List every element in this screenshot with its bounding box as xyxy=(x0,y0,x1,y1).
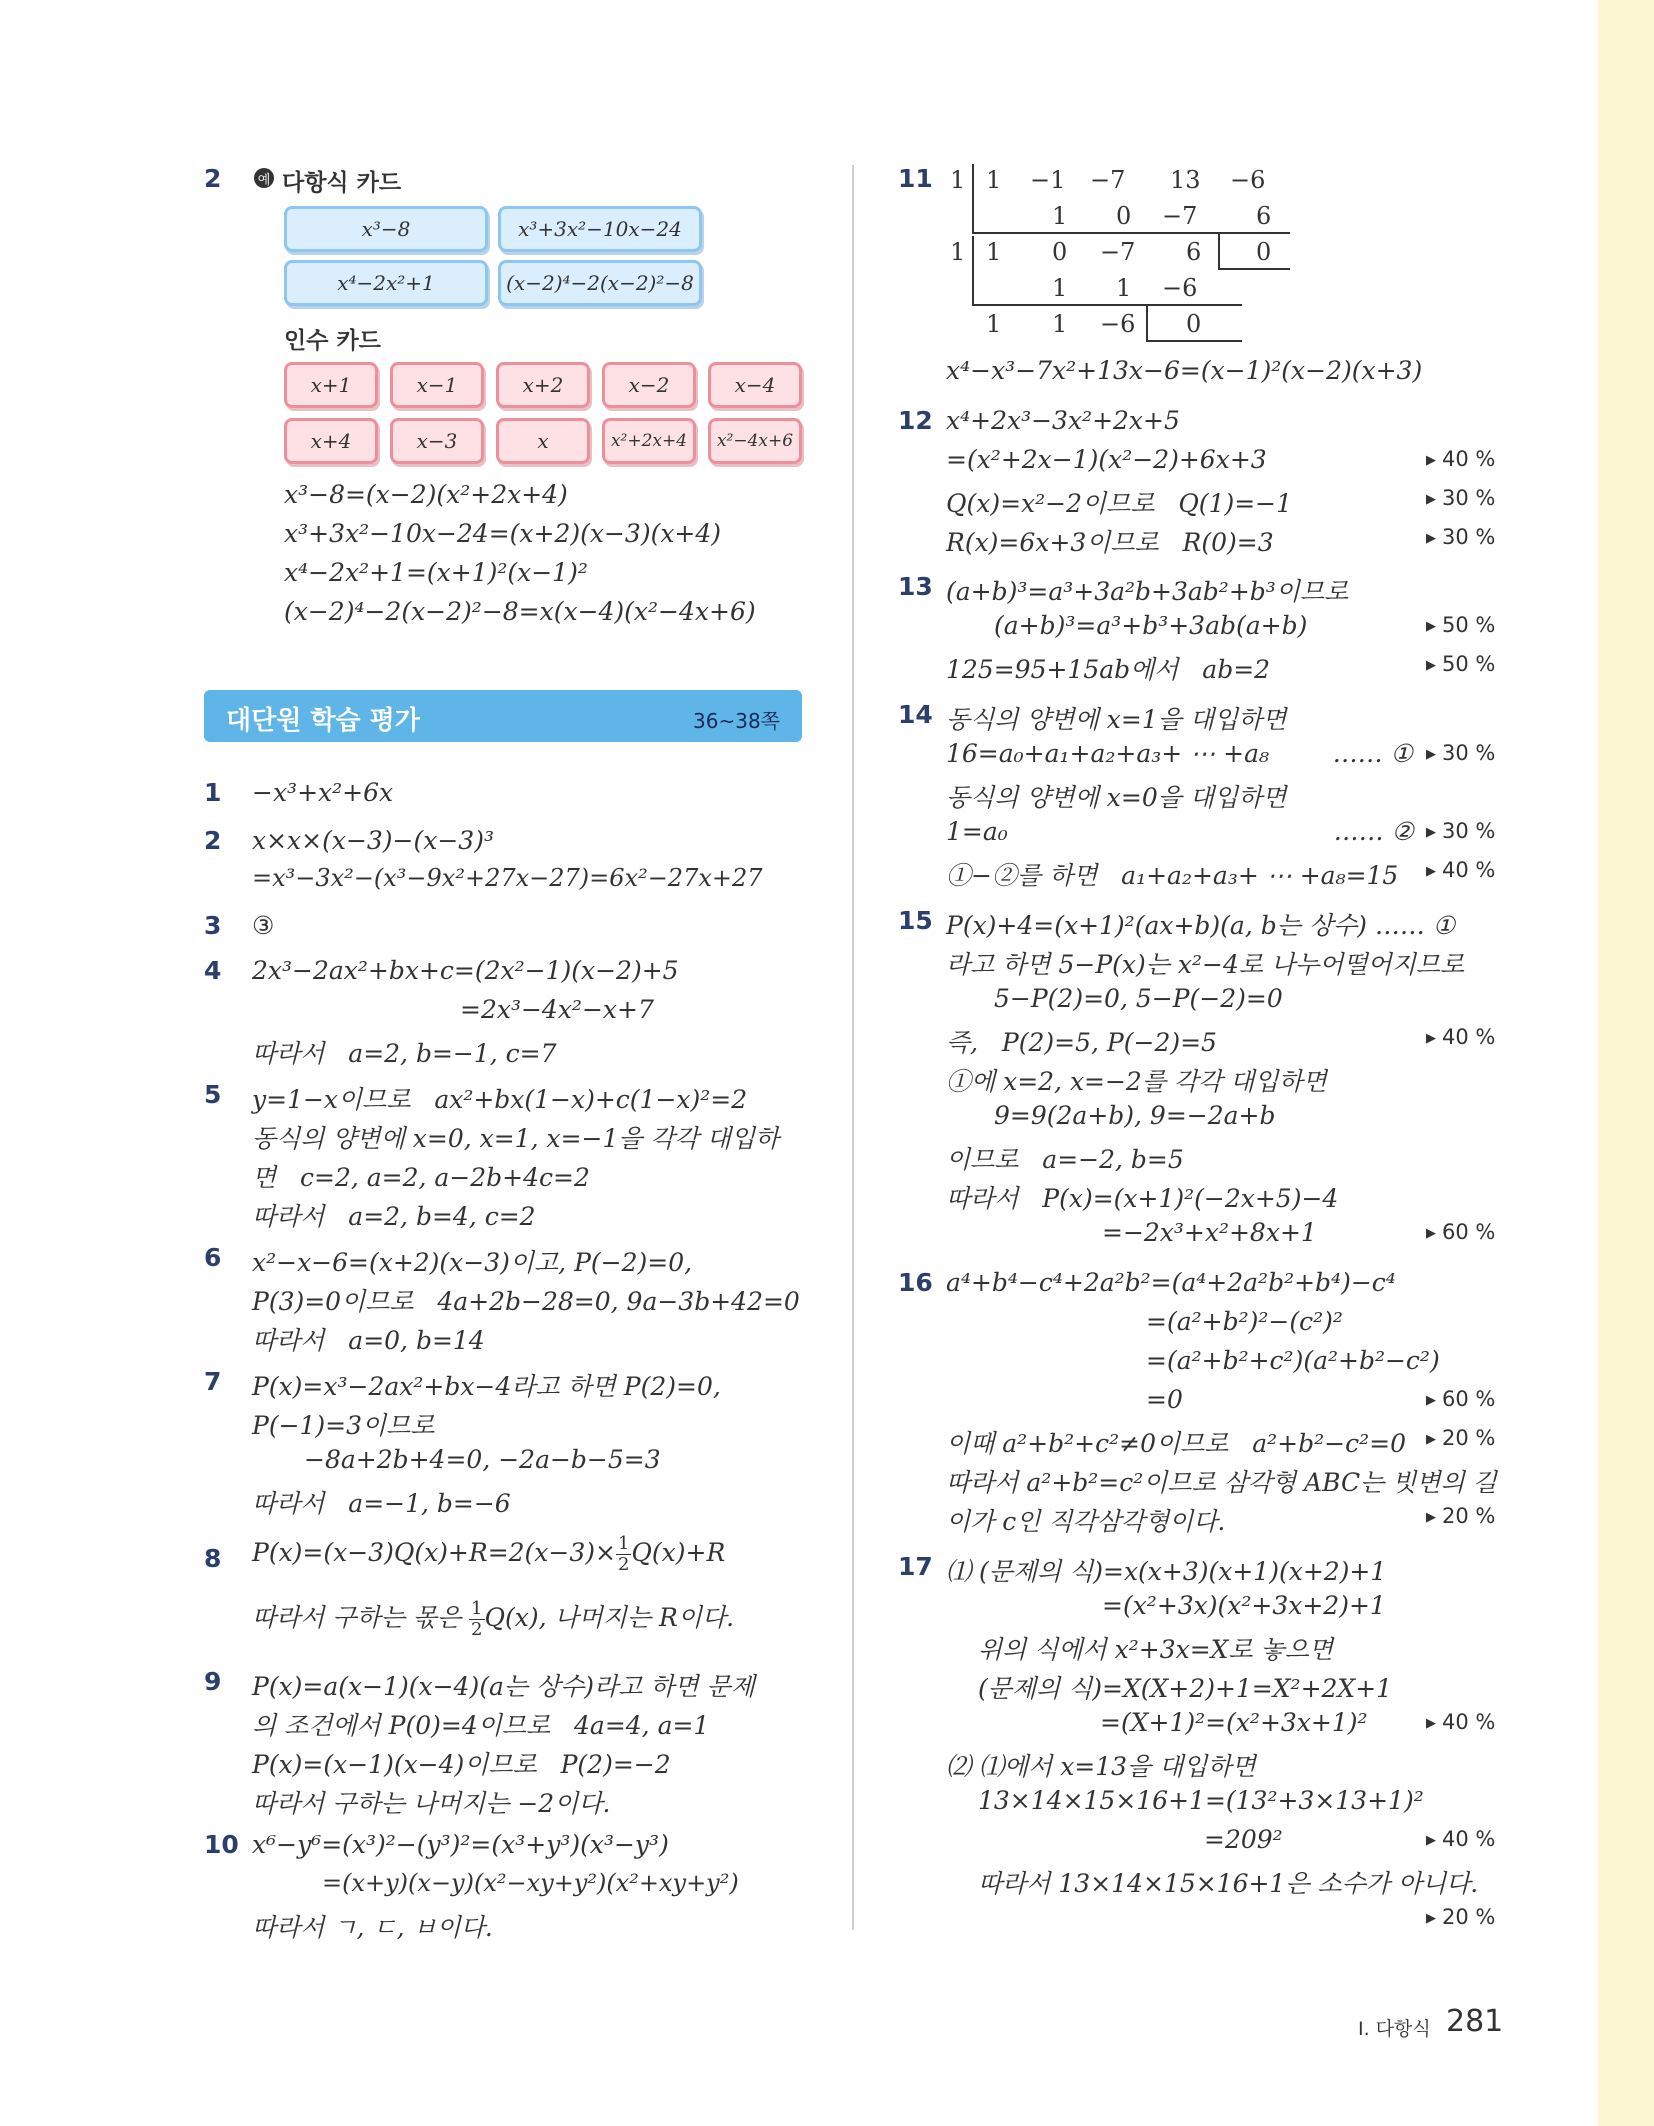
factor-card: x+1 xyxy=(284,362,378,408)
answer-line: Q(x)=x²−2이므로 Q(1)=−1 xyxy=(946,489,1293,518)
factor-card: x²+2x+4 xyxy=(602,418,696,464)
answer-line: 즉, P(2)=5, P(−2)=5 xyxy=(946,1028,1217,1057)
answer-line: P(x)=(x−1)(x−4)이므로 P(2)=−2 xyxy=(252,1750,671,1779)
answer-line: 라고 하면 5−P(x)는 x²−4로 나누어떨어지므로 xyxy=(946,950,1465,979)
division-cell: 1 xyxy=(950,166,966,194)
polynomial-card: (x−2)⁴−2(x−2)²−8 xyxy=(498,260,702,306)
polynomial-card: x³+3x²−10x−24 xyxy=(498,206,702,252)
division-bar xyxy=(972,236,974,304)
division-cell: 6 xyxy=(1256,202,1272,230)
score-percent: ▶ 60 % xyxy=(1426,1220,1495,1244)
polynomial-card: x⁴−2x²+1 xyxy=(284,260,488,306)
answer-line: P(3)=0이므로 4a+2b−28=0, 9a−3b+42=0 xyxy=(252,1287,800,1316)
column-divider xyxy=(852,165,854,1930)
division-cell: −6 xyxy=(1100,310,1136,338)
division-cell: 1 xyxy=(1052,274,1068,302)
problem-number: 2 xyxy=(204,164,222,193)
answer-line: x²−x−6=(x+2)(x−3)이고, P(−2)=0, xyxy=(252,1248,693,1277)
fraction xyxy=(616,1534,631,1575)
problem-number: 16 xyxy=(898,1268,933,1297)
answer-line: =(x²+3x)(x²+3x+2)+1 xyxy=(1102,1591,1386,1620)
answer-line: P(x)=x³−2ax²+bx−4라고 하면 P(2)=0, xyxy=(252,1372,721,1401)
answer-line: 동식의 양변에 x=0을 대입하면 xyxy=(946,783,1287,812)
answer-text: Q(x), 나머지는 R이다. xyxy=(484,1603,735,1632)
division-cell: −7 xyxy=(1162,202,1198,230)
answer-line: ①에 x=2, x=−2를 각각 대입하면 xyxy=(946,1067,1327,1096)
factor-card: x+2 xyxy=(496,362,590,408)
score-percent: ▶ 40 % xyxy=(1426,447,1495,471)
answer-line: =(x+y)(x−y)(x²−xy+y²)(x²+xy+y²) xyxy=(322,1869,739,1897)
answer-line: 따라서 P(x)=(x+1)²(−2x+5)−4 xyxy=(946,1184,1339,1213)
division-cell: 1 xyxy=(1116,274,1132,302)
synthetic-division xyxy=(950,160,1290,360)
division-bar xyxy=(1218,232,1220,268)
division-cell: 0 xyxy=(1052,238,1068,266)
poly-cards-label: 다항식 카드 xyxy=(282,170,402,196)
score-percent: ▶ 30 % xyxy=(1426,741,1495,765)
problem-number: 13 xyxy=(898,572,933,601)
answer-line: x⁴−2x²+1=(x+1)²(x−1)² xyxy=(284,558,588,587)
answer-line: =x³−3x²−(x³−9x²+27x−27)=6x²−27x+27 xyxy=(252,864,763,892)
answer-line: −8a+2b+4=0, −2a−b−5=3 xyxy=(304,1445,661,1474)
score-percent: ▶ 40 % xyxy=(1426,1827,1495,1851)
answer-line: =2x³−4x²−x+7 xyxy=(460,995,654,1024)
problem-number: 8 xyxy=(204,1544,222,1573)
answer-line: 5−P(2)=0, 5−P(−2)=0 xyxy=(994,984,1283,1013)
problem-number: 1 xyxy=(204,778,222,807)
answer-line: =(X+1)²=(x²+3x+1)² xyxy=(1100,1708,1368,1737)
answer-line: 위의 식에서 x²+3x=X로 놓으면 xyxy=(978,1635,1334,1664)
problem-number: 7 xyxy=(204,1367,222,1396)
example-badge: 예 xyxy=(254,168,274,188)
problem-number: 2 xyxy=(204,826,222,855)
division-cell: 1 xyxy=(986,310,1002,338)
chapter-label: Ⅰ. 다항식 xyxy=(1358,2018,1431,2040)
division-bar xyxy=(972,304,1242,306)
answer-line: =(a²+b²)²−(c²)² xyxy=(1146,1307,1343,1336)
division-cell: −6 xyxy=(1230,166,1266,194)
page-number: 281 xyxy=(1446,2004,1504,2039)
score-percent: ▶ 20 % xyxy=(1426,1905,1495,1929)
section-banner xyxy=(204,690,802,742)
answer-line: 이때 a²+b²+c²≠0이므로 a²+b²−c²=0 xyxy=(946,1429,1406,1458)
division-cell: 1 xyxy=(986,238,1002,266)
answer-line: 따라서 a=2, b=−1, c=7 xyxy=(252,1039,557,1068)
problem-number: 6 xyxy=(204,1243,222,1272)
answer-line: R(x)=6x+3이므로 R(0)=3 xyxy=(946,528,1274,557)
answer-line: 16=a₀+a₁+a₂+a₃+ ⋯ +a₈ …… ① xyxy=(946,739,1413,768)
factor-card: x+4 xyxy=(284,418,378,464)
division-cell: 1 xyxy=(1052,202,1068,230)
answer-line: P(−1)=3이므로 xyxy=(252,1411,435,1440)
factor-card: x−1 xyxy=(390,362,484,408)
fraction-numerator: 1 xyxy=(617,1533,630,1554)
answer-line: 따라서 13×14×15×16+1은 소수가 아니다. xyxy=(978,1869,1479,1898)
division-cell: 1 xyxy=(950,238,966,266)
answer-line: y=1−x이므로 ax²+bx(1−x)+c(1−x)²=2 xyxy=(252,1085,748,1114)
answer-line: 동식의 양변에 x=1을 대입하면 xyxy=(946,705,1287,734)
division-cell: 1 xyxy=(1052,310,1068,338)
answer-line: 125=95+15ab에서 ab=2 xyxy=(946,655,1271,684)
answer-line: 면 c=2, a=2, a−2b+4c=2 xyxy=(252,1163,590,1192)
banner-pages: 36~38쪽 xyxy=(693,709,780,733)
division-cell: 0 xyxy=(1256,238,1272,266)
problem-number: 11 xyxy=(898,164,933,193)
division-cell: −7 xyxy=(1090,166,1126,194)
answer-line: =(a²+b²+c²)(a²+b²−c²) xyxy=(1146,1346,1440,1375)
score-percent: ▶ 50 % xyxy=(1426,613,1495,637)
division-bar xyxy=(1146,304,1148,340)
answer-line xyxy=(252,1530,725,1576)
answer-line: P(x)+4=(x+1)²(ax+b)(a, b는 상수) …… ① xyxy=(946,911,1456,940)
answer-line: 13×14×15×16+1=(13²+3×13+1)² xyxy=(978,1786,1424,1815)
answer-line: −x³+x²+6x xyxy=(252,778,394,807)
answer-line: 이므로 a=−2, b=5 xyxy=(946,1145,1184,1174)
division-cell: 6 xyxy=(1186,238,1202,266)
problem-number: 9 xyxy=(204,1667,222,1696)
answer-line: (x−2)⁴−2(x−2)²−8=x(x−4)(x²−4x+6) xyxy=(284,597,756,626)
division-bar xyxy=(972,164,974,232)
answer-line: x⁴−x³−7x²+13x−6=(x−1)²(x−2)(x+3) xyxy=(946,356,1423,385)
polynomial-card: x³−8 xyxy=(284,206,488,252)
score-percent: ▶ 20 % xyxy=(1426,1426,1495,1450)
problem-number: 12 xyxy=(898,406,933,435)
division-bar xyxy=(1218,268,1290,270)
score-percent: ▶ 40 % xyxy=(1426,1025,1495,1049)
answer-line: (문제의 식)=X(X+2)+1=X²+2X+1 xyxy=(978,1674,1393,1703)
answer-line: =−2x³+x²+8x+1 xyxy=(1102,1218,1317,1247)
score-percent: ▶ 30 % xyxy=(1426,819,1495,843)
score-percent: ▶ 30 % xyxy=(1426,486,1495,510)
division-cell: −7 xyxy=(1100,238,1136,266)
answer-line: x⁴+2x³−3x²+2x+5 xyxy=(946,406,1180,435)
division-cell: −1 xyxy=(1030,166,1066,194)
answer-line: 의 조건에서 P(0)=4이므로 4a=4, a=1 xyxy=(252,1711,710,1740)
problem-number: 15 xyxy=(898,906,933,935)
answer-line xyxy=(252,1595,734,1641)
problem-number: 14 xyxy=(898,700,933,729)
division-cell: 1 xyxy=(986,166,1002,194)
answer-line: =(x²+2x−1)(x²−2)+6x+3 xyxy=(946,445,1267,474)
answer-line: =209² xyxy=(1204,1825,1283,1854)
score-percent: ▶ 40 % xyxy=(1426,858,1495,882)
answer-line: 따라서 구하는 나머지는 −2이다. xyxy=(252,1789,611,1818)
banner-title: 대단원 학습 평가 xyxy=(226,706,420,736)
answer-line: a⁴+b⁴−c⁴+2a²b²=(a⁴+2a²b²+b⁴)−c⁴ xyxy=(946,1268,1396,1297)
fraction xyxy=(469,1599,484,1640)
problem-number: 3 xyxy=(204,911,222,940)
answer-line: 따라서 a=2, b=4, c=2 xyxy=(252,1202,536,1231)
answer-line: x³+3x²−10x−24=(x+2)(x−3)(x+4) xyxy=(284,519,722,548)
answer-text: P(x)=(x−3)Q(x)+R=2(x−3)× xyxy=(252,1538,616,1567)
division-bar xyxy=(972,232,1290,234)
fraction-denominator: 2 xyxy=(471,1619,483,1640)
answer-line: x×x×(x−3)−(x−3)³ xyxy=(252,826,494,855)
answer-line: 따라서 a=0, b=14 xyxy=(252,1326,485,1355)
factor-card: x−4 xyxy=(708,362,802,408)
answer-line: 따라서 a²+b²=c²이므로 삼각형 ABC는 빗변의 길 xyxy=(946,1468,1497,1497)
answer-line: ③ xyxy=(252,911,275,940)
problem-number: 10 xyxy=(204,1830,239,1859)
factor-cards-label: 인수 카드 xyxy=(284,328,381,354)
fraction-numerator: 1 xyxy=(471,1598,483,1619)
factor-card: x xyxy=(496,418,590,464)
answer-text: Q(x)+R xyxy=(631,1538,726,1567)
division-bar xyxy=(1146,340,1242,342)
answer-line: 2x³−2ax²+bx+c=(2x²−1)(x−2)+5 xyxy=(252,956,679,985)
answer-text: 따라서 구하는 몫은 xyxy=(252,1603,470,1632)
division-cell: 0 xyxy=(1186,310,1202,338)
answer-line: 따라서 ㄱ, ㄷ, ㅂ이다. xyxy=(252,1913,493,1942)
factor-card: x²−4x+6 xyxy=(708,418,802,464)
score-percent: ▶ 20 % xyxy=(1426,1504,1495,1528)
division-cell: 0 xyxy=(1116,202,1132,230)
answer-line: 9=9(2a+b), 9=−2a+b xyxy=(994,1101,1276,1130)
division-cell: −6 xyxy=(1162,274,1198,302)
problem-number: 17 xyxy=(898,1552,933,1581)
answer-line: 동식의 양변에 x=0, x=1, x=−1을 각각 대입하 xyxy=(252,1124,780,1153)
answer-line: =0 xyxy=(1146,1385,1183,1414)
score-percent: ▶ 30 % xyxy=(1426,525,1495,549)
answer-line: x⁶−y⁶=(x³)²−(y³)²=(x³+y³)(x³−y³) xyxy=(252,1830,669,1859)
score-percent: ▶ 50 % xyxy=(1426,652,1495,676)
answer-line: 이가 c인 직각삼각형이다. xyxy=(946,1507,1226,1536)
page-side-strip xyxy=(1598,0,1654,2126)
problem-number: 4 xyxy=(204,956,222,985)
answer-line: ⑴ (문제의 식)=x(x+3)(x+1)(x+2)+1 xyxy=(946,1557,1387,1586)
answer-line: 1=a₀ …… ② xyxy=(946,817,1414,846)
answer-line: P(x)=a(x−1)(x−4)(a는 상수)라고 하면 문제 xyxy=(252,1672,755,1701)
answer-line: 따라서 a=−1, b=−6 xyxy=(252,1489,511,1518)
problem-number: 5 xyxy=(204,1080,222,1109)
score-percent: ▶ 40 % xyxy=(1426,1710,1495,1734)
factor-card: x−2 xyxy=(602,362,696,408)
fraction-denominator: 2 xyxy=(617,1554,630,1575)
division-cell: 13 xyxy=(1170,166,1201,194)
answer-line: (a+b)³=a³+b³+3ab(a+b) xyxy=(994,611,1308,640)
factor-card: x−3 xyxy=(390,418,484,464)
answer-line: (a+b)³=a³+3a²b+3ab²+b³이므로 xyxy=(946,577,1349,606)
score-percent: ▶ 60 % xyxy=(1426,1387,1495,1411)
answer-line: x³−8=(x−2)(x²+2x+4) xyxy=(284,480,568,509)
answer-line: ⑵ ⑴에서 x=13을 대입하면 xyxy=(946,1752,1256,1781)
answer-line: ①−②를 하면 a₁+a₂+a₃+ ⋯ +a₈=15 xyxy=(946,861,1399,890)
